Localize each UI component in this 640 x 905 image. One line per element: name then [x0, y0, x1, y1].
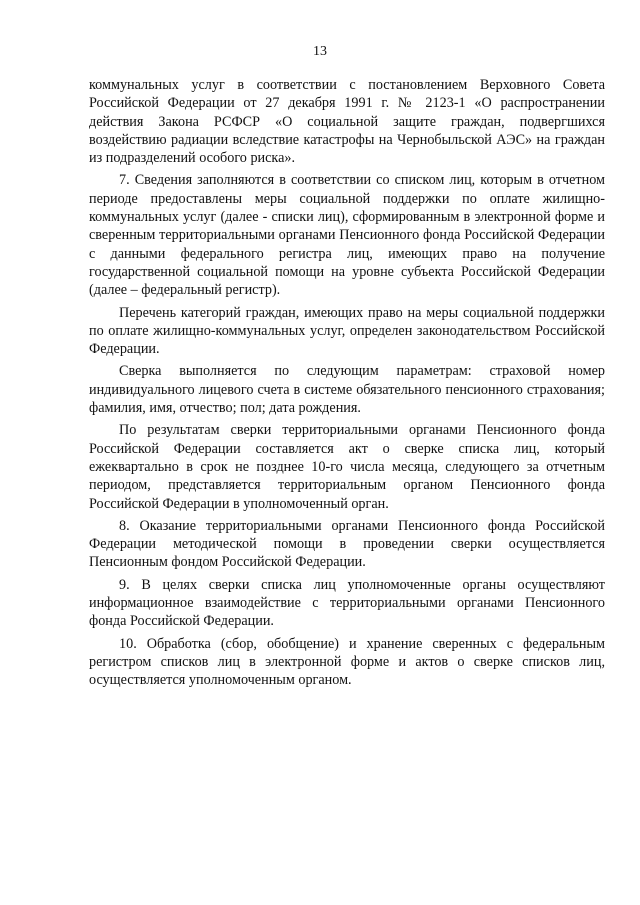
- paragraph-item-9: 9. В целях сверки списка лиц уполномоченные органы осуществляют информационное взаимодействие с территориальными органами Пенсионного фонда Российской Федерации.: [89, 576, 605, 630]
- paragraph-item-7: 7. Сведения заполняются в соответствии со списком лиц, которым в отчетном периоде предоставлены меры социальной поддержки по оплате жилищно-коммунальных услуг (далее - списки лиц), сформированным в электронной форме и сверенным территориальными органами Пенсионного фонда Российской Федерации с данными федерального регистра лиц, имеющих право на получение государственной социальной помощи на уровне субъекта Российской Федерации (далее – федеральный регистр).: [89, 172, 605, 299]
- document-body: [89, 76, 605, 690]
- paragraph-item-10: 10. Обработка (сбор, обобщение) и хранение сверенных с федеральным регистром списков лиц в электронной форме и актов о сверке списков лиц, осуществляется уполномоченным органом.: [89, 635, 605, 689]
- paragraph-reconciliation-act: По результатам сверки территориальными органами Пенсионного фонда Российской Федерации составляется акт о сверке списка лиц, который ежеквартально в срок не позднее 10-го числа месяца, следующего за отчетным периодом, представляется территориальным органом Пенсионного фонда Российской Федерации в уполномоченный орган.: [89, 422, 605, 512]
- paragraph-continuation: коммунальных услуг в соответствии с постановлением Верховного Совета Российской Федерации от 27 декабря 1991 г. № 2123-1 «О распространении действия Закона РСФСР «О социальной защите граждан, подвергшихся воздействию радиации вследствие катастрофы на Чернобыльской АЭС» на граждан из подразделений особого риска».: [89, 77, 605, 167]
- paragraph-categories: Перечень категорий граждан, имеющих право на меры социальной поддержки по оплате жилищно-коммунальных услуг, определен законодательством Российской Федерации.: [89, 304, 605, 358]
- paragraph-item-8: 8. Оказание территориальными органами Пенсионного фонда Российской Федерации методической помощи в проведении сверки осуществляется Пенсионным фондом Российской Федерации.: [89, 517, 605, 571]
- paragraph-reconciliation-parameters: Сверка выполняется по следующим параметрам: страховой номер индивидуального лицевого счета в системе обязательного пенсионного страхования; фамилия, имя, отчество; пол; дата рождения.: [89, 363, 605, 417]
- page-number: 13: [313, 44, 327, 59]
